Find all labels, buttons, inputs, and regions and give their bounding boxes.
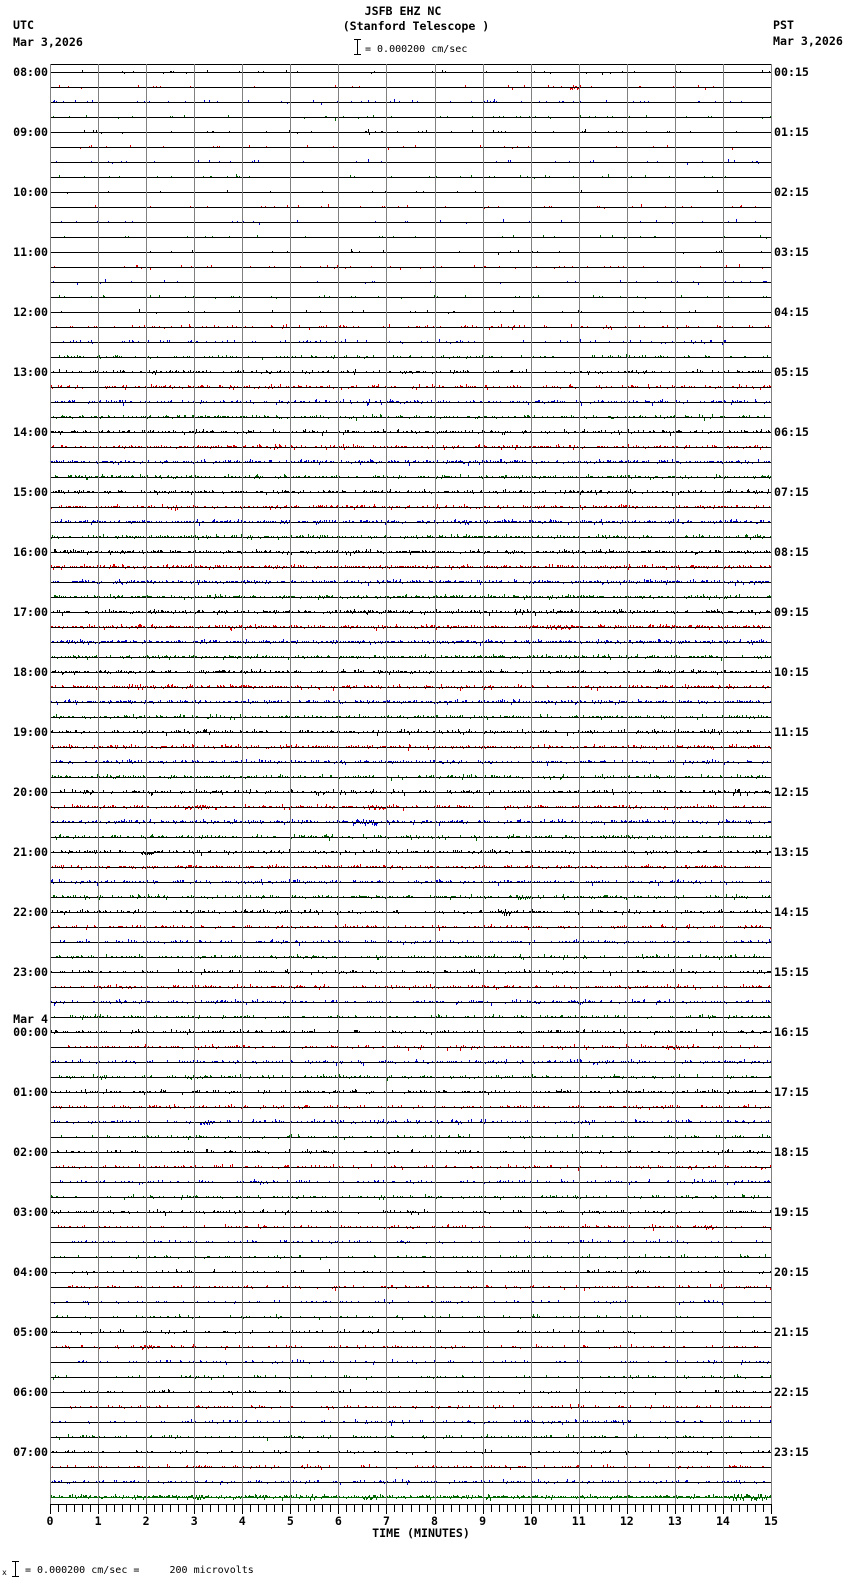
trace-row — [50, 444, 771, 450]
trace-row — [50, 489, 771, 496]
pst-hour-label: 03:15 — [774, 245, 809, 259]
pst-hour-label: 17:15 — [774, 1085, 809, 1099]
x-tick-label: 10 — [523, 1514, 538, 1528]
trace-row — [50, 1164, 771, 1171]
scale-bar-icon — [12, 1561, 19, 1577]
utc-hour-label: 13:00 — [13, 365, 48, 379]
pst-hour-label: 21:15 — [774, 1325, 809, 1339]
trace-row — [50, 1299, 771, 1305]
trace-row — [50, 534, 771, 540]
x-tick-label: 6 — [334, 1514, 342, 1528]
trace-row — [50, 744, 771, 751]
trace-row — [50, 129, 771, 135]
x-tick-label: 7 — [382, 1514, 390, 1528]
pst-hour-label: 14:15 — [774, 905, 809, 919]
x-tick-label: 2 — [142, 1514, 150, 1528]
utc-hour-label: 00:00 — [13, 1025, 48, 1039]
x-tick-label: 14 — [715, 1514, 730, 1528]
pst-hour-label: 02:15 — [774, 185, 809, 199]
trace-row — [50, 1314, 771, 1320]
right-date: Mar 3,2026 — [773, 34, 843, 48]
utc-hour-label: 14:00 — [13, 425, 48, 439]
utc-hour-label: 07:00 — [13, 1445, 48, 1459]
utc-hour-label: 12:00 — [13, 305, 48, 319]
x-axis-ticks — [51, 1504, 772, 1514]
trace-row — [50, 1344, 771, 1350]
trace-row — [50, 459, 771, 466]
trace-row — [50, 99, 771, 105]
utc-hour-label: 17:00 — [13, 605, 48, 619]
trace-row — [50, 115, 771, 121]
pst-hour-label: 07:15 — [774, 485, 809, 499]
trace-row — [50, 1479, 771, 1485]
trace-row — [50, 279, 771, 285]
utc-hour-label: 05:00 — [13, 1325, 48, 1339]
trace-row — [50, 204, 771, 209]
footer-scale-text: = 0.000200 cm/sec = 200 microvolts — [25, 1565, 254, 1576]
pst-hour-label: 05:15 — [774, 365, 809, 379]
trace-row — [50, 264, 771, 270]
station-title: JSFB EHZ NC — [364, 4, 442, 18]
trace-row — [50, 504, 771, 511]
trace-row — [50, 579, 771, 586]
trace-row — [50, 1029, 771, 1036]
trace-row — [50, 849, 771, 856]
trace-row — [50, 249, 771, 255]
trace-row — [50, 564, 771, 570]
trace-row — [50, 699, 771, 705]
trace-row — [50, 219, 771, 225]
trace-row — [50, 1494, 771, 1501]
trace-row — [50, 70, 771, 75]
station-site: (Stanford Telescope ) — [342, 19, 490, 33]
pst-hour-label: 09:15 — [774, 605, 809, 619]
trace-row — [50, 519, 771, 526]
trace-row — [50, 1149, 771, 1155]
trace-row — [50, 1449, 771, 1455]
trace-signal — [59, 174, 726, 179]
trace-row — [50, 969, 771, 976]
pst-hour-label: 16:15 — [774, 1025, 809, 1039]
pst-hour-label: 08:15 — [774, 545, 809, 559]
trace-row — [50, 1389, 771, 1395]
trace-row — [50, 1434, 771, 1441]
trace-row — [50, 1224, 771, 1231]
left-date: Mar 3,2026 — [13, 35, 83, 49]
trace-signal — [51, 564, 771, 570]
x-tick-label: 11 — [571, 1514, 586, 1528]
scale-bar-icon — [354, 39, 361, 55]
utc-hour-label: 23:00 — [13, 965, 48, 979]
pst-hour-label: 10:15 — [774, 665, 809, 679]
trace-row — [50, 819, 771, 826]
trace-row — [50, 774, 771, 781]
pst-hour-label: 23:15 — [774, 1445, 809, 1459]
trace-row — [50, 369, 771, 375]
trace-row — [50, 639, 771, 646]
utc-hour-label: 04:00 — [13, 1265, 48, 1279]
trace-row — [50, 879, 771, 886]
utc-hour-label: 09:00 — [13, 125, 48, 139]
trace-row — [50, 654, 771, 661]
trace-row — [50, 85, 771, 90]
trace-row — [50, 1329, 771, 1335]
trace-row — [50, 1104, 771, 1110]
trace-row — [50, 174, 771, 179]
trace-row — [50, 1209, 771, 1216]
pst-hour-label: 01:15 — [774, 125, 809, 139]
trace-row — [50, 549, 771, 556]
trace-row — [50, 1179, 771, 1185]
trace-row — [50, 1464, 771, 1470]
pst-hour-label: 20:15 — [774, 1265, 809, 1279]
x-tick-label: 3 — [190, 1514, 198, 1528]
trace-row — [50, 1089, 771, 1095]
trace-row — [50, 759, 771, 766]
trace-row — [50, 729, 771, 736]
trace-row — [50, 834, 771, 841]
trace-row — [50, 295, 771, 301]
pst-hour-label: 15:15 — [774, 965, 809, 979]
trace-row — [50, 864, 771, 870]
pst-hour-label: 06:15 — [774, 425, 809, 439]
trace-signal — [61, 309, 696, 314]
trace-row — [50, 594, 771, 600]
trace-row — [50, 894, 771, 900]
trace-row — [50, 159, 771, 165]
trace-row — [50, 804, 771, 811]
pst-hour-label: 04:15 — [774, 305, 809, 319]
trace-row — [50, 624, 771, 631]
utc-hour-label: 03:00 — [13, 1205, 48, 1219]
trace-row — [50, 399, 771, 406]
scale-label: = 0.000200 cm/sec — [365, 44, 468, 55]
pst-hour-label: 13:15 — [774, 845, 809, 859]
right-timezone: PST — [773, 18, 794, 32]
x-tick-label: 4 — [238, 1514, 246, 1528]
trace-row — [50, 145, 771, 150]
trace-row — [50, 235, 771, 239]
x-tick-label: 13 — [667, 1514, 682, 1528]
utc-hour-label: 01:00 — [13, 1085, 48, 1099]
trace-row — [50, 1134, 771, 1140]
utc-hour-label: 10:00 — [13, 185, 48, 199]
trace-row — [50, 669, 771, 675]
pst-hour-label: 11:15 — [774, 725, 809, 739]
utc-hour-label: 20:00 — [13, 785, 48, 799]
trace-row — [50, 684, 771, 691]
utc-hour-label: 06:00 — [13, 1385, 48, 1399]
trace-row — [50, 1014, 771, 1020]
trace-row — [50, 384, 771, 390]
trace-row — [50, 1284, 771, 1291]
trace-row — [50, 309, 771, 314]
date-change-label: Mar 4 — [13, 1012, 48, 1026]
trace-row — [50, 1059, 771, 1066]
trace-row — [50, 1119, 771, 1125]
utc-hour-label: 15:00 — [13, 485, 48, 499]
utc-hour-label: 11:00 — [13, 245, 48, 259]
trace-row — [50, 789, 771, 796]
x-tick-label: 9 — [479, 1514, 487, 1528]
trace-row — [50, 474, 771, 480]
pst-hour-label: 19:15 — [774, 1205, 809, 1219]
trace-row — [50, 1404, 771, 1410]
trace-row — [50, 924, 771, 931]
trace-row — [50, 1359, 771, 1365]
pst-hour-label: 00:15 — [774, 65, 809, 79]
pst-hour-label: 22:15 — [774, 1385, 809, 1399]
trace-rows — [50, 70, 771, 1501]
trace-row — [50, 1044, 771, 1051]
trace-row — [50, 339, 771, 345]
utc-hour-label: 08:00 — [13, 65, 48, 79]
trace-row — [50, 1239, 771, 1244]
x-tick-label: 5 — [286, 1514, 294, 1528]
trace-row — [50, 714, 771, 720]
x-tick-label: 1 — [94, 1514, 102, 1528]
trace-row — [50, 1194, 771, 1200]
utc-hour-label: 21:00 — [13, 845, 48, 859]
pst-hour-label: 12:15 — [774, 785, 809, 799]
trace-signal — [72, 1239, 763, 1244]
pst-hour-label: 18:15 — [774, 1145, 809, 1159]
utc-hour-label: 16:00 — [13, 545, 48, 559]
trace-row — [50, 1419, 771, 1426]
trace-row — [50, 984, 771, 990]
trace-row — [50, 1254, 771, 1260]
trace-row — [50, 1374, 771, 1380]
utc-hour-label: 22:00 — [13, 905, 48, 919]
trace-row — [50, 909, 771, 916]
trace-row — [50, 609, 771, 616]
trace-row — [50, 354, 771, 360]
x-tick-label: 15 — [764, 1514, 778, 1528]
x-tick-label: 8 — [431, 1514, 439, 1528]
left-timezone: UTC — [13, 18, 34, 32]
utc-hour-label: 02:00 — [13, 1145, 48, 1159]
x-tick-label: 12 — [619, 1514, 634, 1528]
trace-row — [50, 954, 771, 960]
trace-row — [50, 429, 771, 436]
footer-marker: x — [2, 1568, 7, 1577]
utc-hour-label: 19:00 — [13, 725, 48, 739]
trace-signal — [51, 699, 771, 705]
x-tick-label: 0 — [46, 1514, 54, 1528]
trace-row — [50, 324, 771, 330]
trace-row — [50, 1074, 771, 1081]
trace-row — [50, 190, 771, 194]
trace-row — [50, 1269, 771, 1275]
trace-row — [50, 414, 771, 421]
x-axis-title: TIME (MINUTES) — [372, 1526, 470, 1540]
trace-row — [50, 939, 771, 946]
utc-hour-label: 18:00 — [13, 665, 48, 679]
trace-row — [50, 999, 771, 1006]
